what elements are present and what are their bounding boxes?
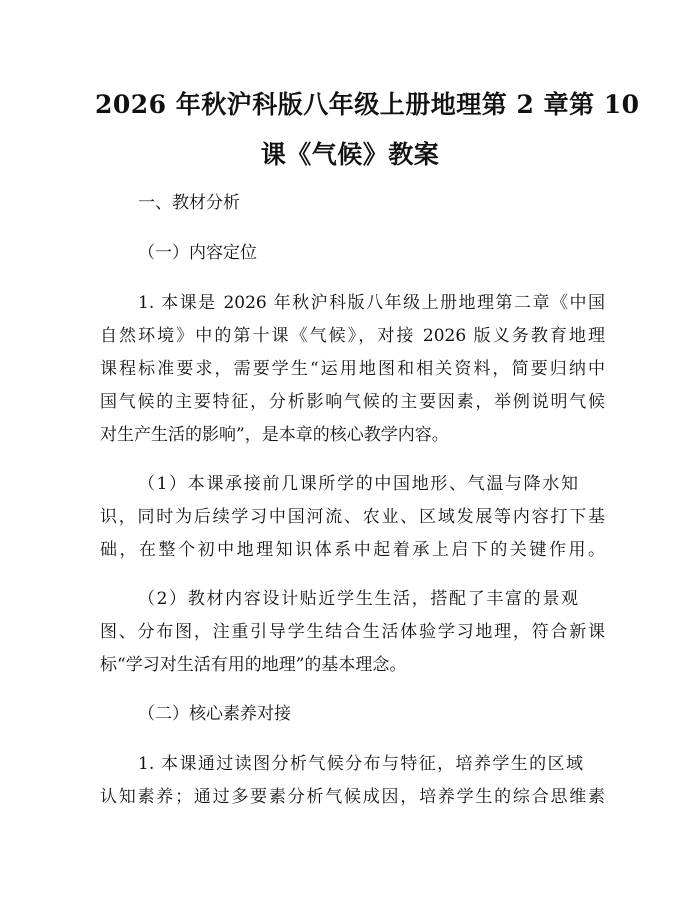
paragraph-1-line-4: 国气候的主要特征，分析影响气候的主要因素，举例说明气候 [100,392,605,412]
subsection-heading-core-literacy: （二）核心素养对接 [138,704,291,724]
paragraph-1-line-2: 自然环境》中的第十课《气候》，对接 2026 版义务教育地理 [100,326,605,346]
section-heading-textbook-analysis: 一、教材分析 [138,193,240,213]
paragraph-2-line-3: 础，在整个初中地理知识体系中起着承上启下的关键作用。 [100,540,605,560]
paragraph-2-line-2: 识，同时为后续学习中国河流、农业、区域发展等内容打下基 [100,507,605,527]
paragraph-3-line-2: 图、分布图，注重引导学生结合生活体验学习地理，符合新课 [100,622,605,642]
subsection-heading-content-positioning: （一）内容定位 [138,243,257,263]
paragraph-3-line-1: （2）教材内容设计贴近学生生活，搭配了丰富的景观 [138,589,578,609]
paragraph-4-line-2: 认知素养；通过多要素分析气候成因，培养学生的综合思维素 [100,787,605,807]
document-title-line-2: 课《气候》教案 [260,140,440,169]
paragraph-1-line-5: 对生产生活的影响”，是本章的核心教学内容。 [100,425,449,445]
paragraph-3-line-3: 标“学习对生活有用的地理”的基本理念。 [100,655,407,675]
paragraph-1-line-3: 课程标准要求，需要学生“运用地图和相关资料，简要归纳中 [100,359,605,379]
paragraph-4-line-1: 1. 本课通过读图分析气候分布与特征，培养学生的区域 [138,754,583,774]
paragraph-1-line-1: 1. 本课是 2026 年秋沪科版八年级上册地理第二章《中国 [138,293,605,313]
document-title-line-1: 2026 年秋沪科版八年级上册地理第 2 章第 10 [95,90,640,119]
paragraph-2-line-1: （1）本课承接前几课所学的中国地形、气温与降水知 [138,474,578,494]
